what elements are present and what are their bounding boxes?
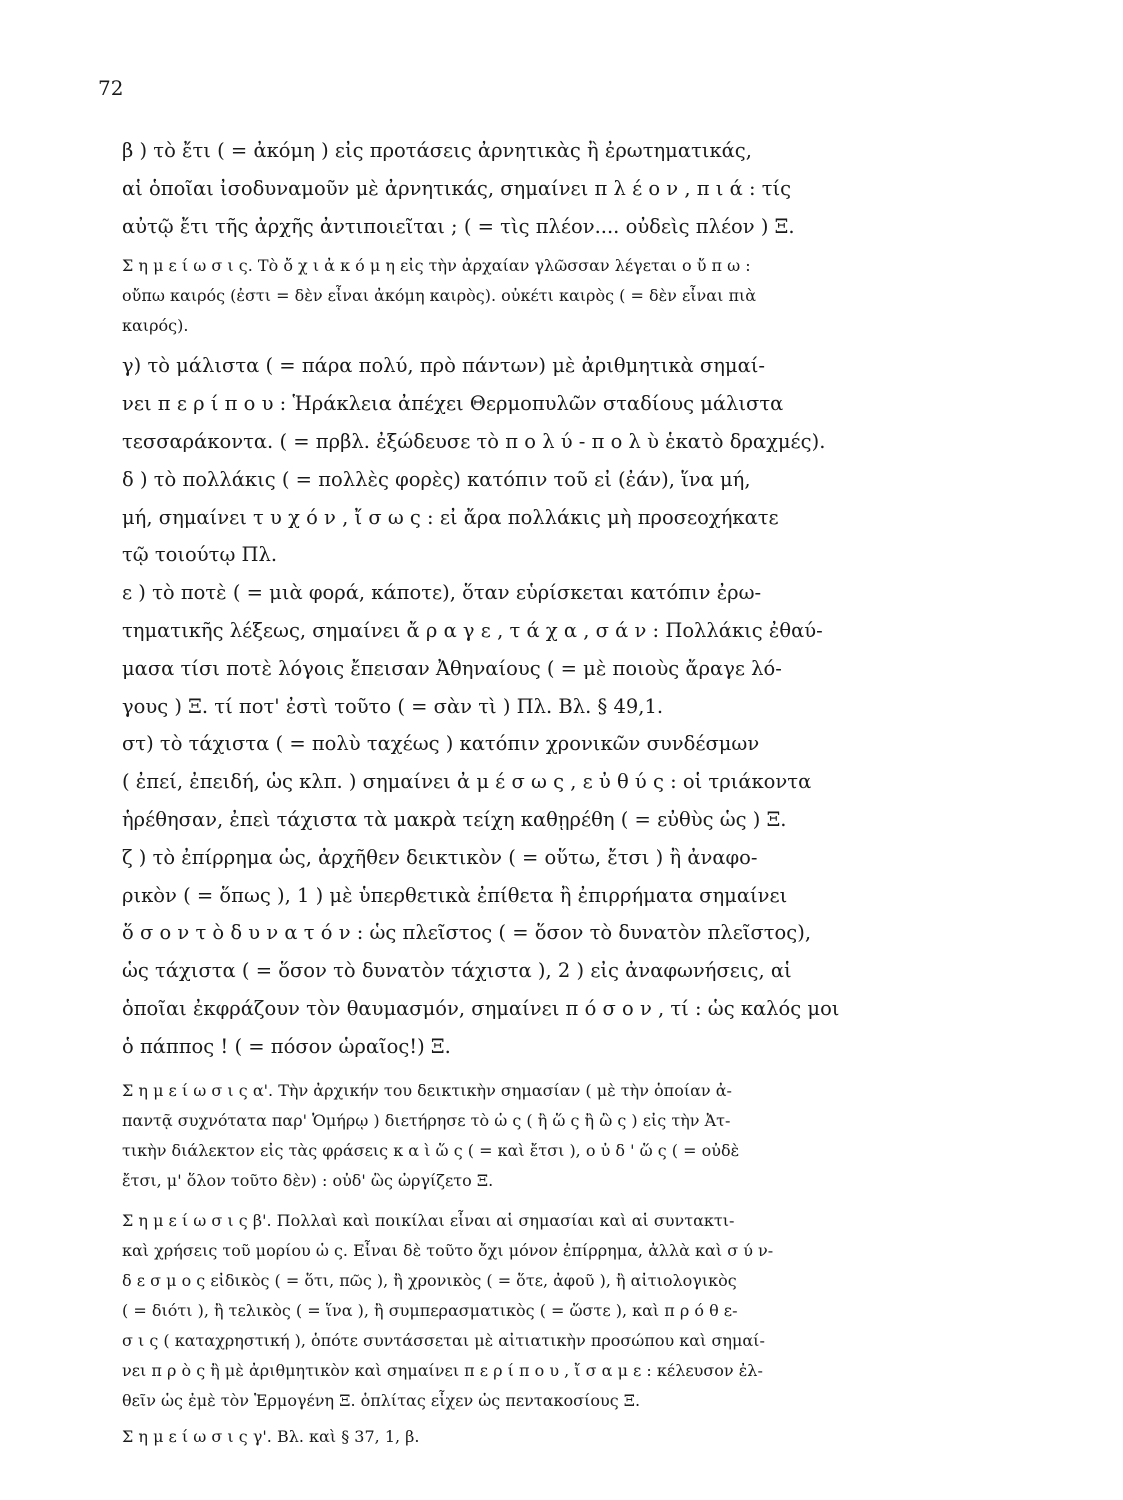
note-gamma: [122, 1422, 1034, 1452]
text-line: Σ η μ ε ί ω σ ι ς. Τὸ ὄ χ ι ἀ κ ό μ η εἰς τὴν ἀρχαίαν γλῶσσαν λέγεται ο ὔ π ω :: [122, 256, 751, 276]
page-number: 72: [98, 76, 124, 100]
text-line: ρικὸν ( = ὅπως ), 1 ) μὲ ὑπερθετικὰ ἐπίθετα ἢ ἐπιρρήματα σημαίνει: [122, 883, 788, 907]
text-line: νει π ε ρ ί π ο υ : Ἡράκλεια ἀπέχει Θερμοπυλῶν σταδίους μάλιστα: [122, 392, 784, 416]
text-line: καὶ χρήσεις τοῦ μορίου ὡ ς. Εἶναι δὲ τοῦτο ὄχι μόνον ἐπίρρημα, ἀλλὰ καὶ σ ύ ν-: [122, 1240, 774, 1260]
text-line: θεῖν ὡς ἐμὲ τὸν Ἑρμογένη Ξ. ὁπλίτας εἶχεν ὡς πεντακοσίους Ξ.: [122, 1390, 641, 1410]
text-line: ἔτσι, μ' ὅλον τοῦτο δὲν) : οὐδ' ὣς ὠργίζετο Ξ.: [122, 1170, 494, 1190]
text-line: ὁποῖαι ἐκφράζουν τὸν θαυμασμόν, σημαίνει π ό σ ο ν , τί : ὡς καλός μοι: [122, 996, 840, 1020]
paragraph-beta: [122, 132, 1034, 245]
text-line: μή, σημαίνει τ υ χ ό ν , ἴ σ ω ς : εἰ ἄρα πολλάκις μὴ προσεοχήκατε: [122, 505, 779, 529]
text-line: καιρός).: [122, 316, 189, 336]
text-line: Σ η μ ε ί ω σ ι ς α'. Τὴν ἀρχικήν του δεικτικὴν σημασίαν ( μὲ τὴν ὁποίαν ἀ-: [122, 1080, 732, 1100]
text-line: ε ) τὸ ποτὲ ( = μιὰ φορά, κάποτε), ὅταν εὑρίσκεται κατόπιν ἐρω-: [122, 581, 762, 605]
text-line: τῷ τοιούτῳ Πλ.: [122, 543, 278, 567]
text-line: αὐτῷ ἔτι τῆς ἀρχῆς ἀντιποιεῖται ; ( = τὶς πλέον.... οὐδεὶς πλέον ) Ξ.: [122, 214, 795, 238]
text-line: γους ) Ξ. τί ποτ' ἐστὶ τοῦτο ( = σὰν τὶ ) Πλ. Βλ. § 49,1.: [122, 694, 664, 718]
text-line: ὁ πάππος ! ( = πόσον ὡραῖος!) Ξ.: [122, 1034, 451, 1058]
text-line: ὅ σ ο ν τ ὸ δ υ ν α τ ό ν : ὡς πλεῖστος ( = ὅσον τὸ δυνατὸν πλεῖστος),: [122, 921, 812, 945]
text-line: β ) τὸ ἔτι ( = ἀκόμη ) εἰς προτάσεις ἀρνητικὰς ἢ ἐρωτηματικάς,: [122, 139, 752, 162]
note-beta-second: [122, 1206, 1034, 1416]
text-line: γ) τὸ μάλιστα ( = πάρα πολύ, πρὸ πάντων) μὲ ἀριθμητικὰ σημαί-: [122, 354, 765, 378]
text-line: ὡς τάχιστα ( = ὅσον τὸ δυνατὸν τάχιστα ), 2 ) εἰς ἀναφωνήσεις, αἱ: [122, 959, 792, 983]
text-line: αἱ ὁποῖαι ἰσοδυναμοῦν μὲ ἀρνητικάς, σημαίνει π λ έ ο ν , π ι ά : τίς: [122, 176, 792, 200]
text-line: οὔπω καιρός (ἐστι = δὲν εἶναι ἀκόμη καιρὸς). οὐκέτι καιρὸς ( = δὲν εἶναι πιὰ: [122, 286, 757, 306]
text-line: νει π ρ ὸ ς ἢ μὲ ἀριθμητικὸν καὶ σημαίνει π ε ρ ί π ο υ , ἴ σ α μ ε : κέλευσον ἐλ-: [122, 1360, 763, 1380]
text-line: ἡρέθησαν, ἐπεὶ τάχιστα τὰ μακρὰ τείχη καθῃρέθη ( = εὐθὺς ὡς ) Ξ.: [122, 807, 787, 831]
text-line: Σ η μ ε ί ω σ ι ς γ'. Βλ. καὶ § 37, 1, β.: [122, 1426, 420, 1446]
text-line: δ ε σ μ ο ς εἰδικὸς ( = ὅτι, πῶς ), ἢ χρονικὸς ( = ὅτε, ἀφοῦ ), ἢ αἰτιολογικὸς: [122, 1270, 737, 1290]
text-line: παντᾷ συχνότατα παρ' Ὁμήρῳ ) διετήρησε τὸ ὡ ς ( ἢ ὥ ς ἢ ὣ ς ) εἰς τὴν Ἀτ-: [122, 1110, 731, 1130]
text-line: ( ἐπεί, ἐπειδή, ὡς κλπ. ) σημαίνει ἀ μ έ σ ω ς , ε ὐ θ ύ ς : οἱ τριάκοντα: [122, 770, 812, 794]
text-line: ζ ) τὸ ἐπίρρημα ὡς, ἀρχῆθεν δεικτικὸν ( = οὕτω, ἔτσι ) ἢ ἀναφο-: [122, 845, 758, 869]
text-line: τεσσαράκοντα. ( = πρβλ. ἐξώδευσε τὸ π ο λ ύ - π ο λ ὺ ἑκατὸ δραχμές).: [122, 429, 826, 453]
text-line: τικὴν διάλεκτον εἰς τὰς φράσεις κ α ὶ ὥ ς ( = καὶ ἔτσι ), ο ὐ δ ' ὥ ς ( = οὐδὲ: [122, 1140, 740, 1160]
text-line: σ ι ς ( καταχρηστική ), ὁπότε συντάσσεται μὲ αἰτιατικὴν προσώπου καὶ σημαί-: [122, 1330, 765, 1350]
text-line: τηματικῆς λέξεως, σημαίνει ἄ ρ α γ ε , τ ά χ α , σ ά ν : Πολλάκις ἐθαύ-: [122, 618, 823, 642]
text-line: δ ) τὸ πολλάκις ( = πολλὲς φορὲς) κατόπιν τοῦ εἰ (ἐάν), ἵνα μή,: [122, 467, 751, 491]
main-paragraphs: [122, 347, 1034, 1065]
text-line: μασα τίσι ποτὲ λόγοις ἔπεισαν Ἀθηναίους ( = μὲ ποιοὺς ἄραγε λό-: [122, 656, 782, 680]
text-line: ( = διότι ), ἢ τελικὸς ( = ἵνα ), ἢ συμπερασματικὸς ( = ὥστε ), καὶ π ρ ό θ ε-: [122, 1300, 738, 1320]
note-alpha: [122, 1076, 1034, 1196]
text-line: Σ η μ ε ί ω σ ι ς β'. Πολλαὶ καὶ ποικίλαι εἶναι αἱ σημασίαι καὶ αἱ συντακτι-: [122, 1210, 735, 1230]
note-beta: [122, 251, 1034, 341]
text-line: στ) τὸ τάχιστα ( = πολὺ ταχέως ) κατόπιν χρονικῶν συνδέσμων: [122, 732, 760, 756]
page-text: [122, 132, 1034, 1452]
